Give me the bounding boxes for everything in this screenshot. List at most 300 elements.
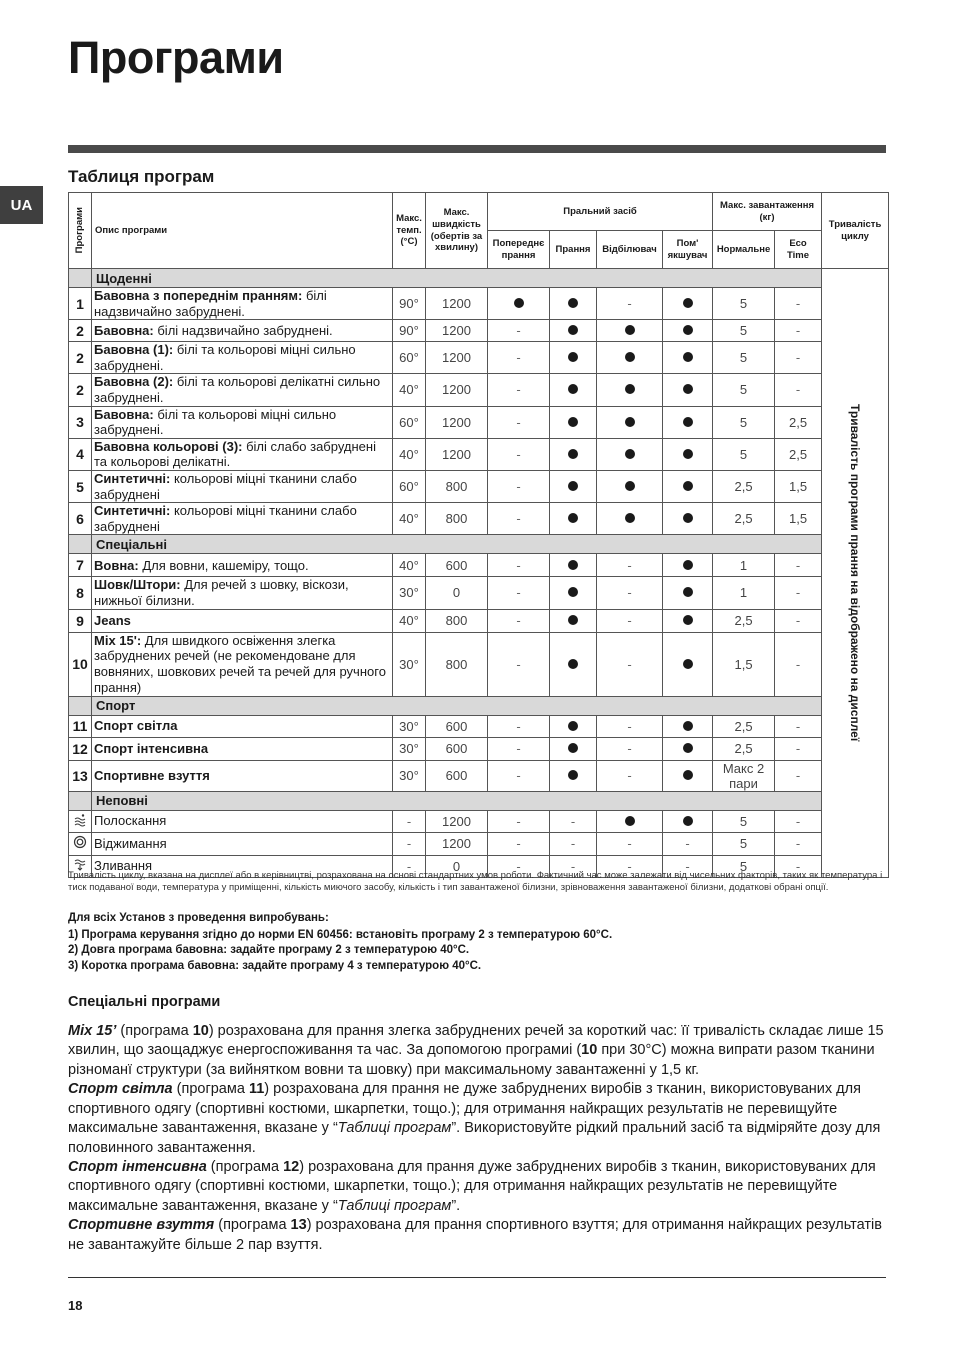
group-row	[69, 791, 889, 810]
cell-soft	[663, 715, 713, 737]
program-detail: Для вовни, кашеміру, тощо.	[138, 557, 309, 573]
cell-speed: 1200	[426, 810, 488, 832]
group-label: Спорт	[92, 696, 822, 715]
cell-pre: -	[488, 470, 550, 502]
special-paragraph-sport-intensive: Спорт інтенсивна (програма 12) розрахована для прання дуже забруднених виробів з тканин, використовуваних для спортивного одягу (спортивні костюми, шкарпетки, тощо.); для отримання найкращих результатів не перевищуйте максимальне завантаження, вказане у “Таблиці програм”.	[68, 1158, 876, 1214]
program-name: Бавовна:	[94, 406, 154, 422]
program-description	[92, 632, 393, 696]
header-divider	[68, 145, 886, 153]
cell-speed: 1200	[426, 438, 488, 470]
cell-eco: 2,5	[775, 406, 822, 438]
cell-soft	[663, 609, 713, 632]
header-normal-load: Нормальне	[713, 231, 775, 269]
cell-speed: 1200	[426, 320, 488, 342]
bullet-icon	[568, 298, 578, 308]
cell-bleach: -	[597, 288, 663, 320]
cell-soft	[663, 342, 713, 374]
bullet-icon	[683, 417, 693, 427]
bullet-icon	[568, 513, 578, 523]
cell-temp: 40°	[393, 503, 426, 535]
cell-wash	[550, 320, 597, 342]
cell-pre: -	[488, 737, 550, 760]
table-row	[69, 577, 889, 609]
cell-normal: 5	[713, 288, 775, 320]
table-row	[69, 609, 889, 632]
program-description	[92, 470, 393, 502]
program-description	[92, 760, 393, 791]
bullet-icon	[568, 587, 578, 597]
cell-soft	[663, 406, 713, 438]
program-detail: Зливання	[94, 858, 153, 874]
cell-speed: 1200	[426, 342, 488, 374]
cell-bleach: -	[597, 577, 663, 609]
header-wash: Прання	[550, 231, 597, 269]
group-label: Щоденні	[92, 269, 822, 288]
header-description: Опис програми	[92, 193, 393, 269]
cell-speed: 1200	[426, 374, 488, 406]
testing-line: 1) Програма керування згідно до норми EN 60456: встановіть програму 2 з температурою 60°C.	[68, 928, 613, 941]
cell-pre: -	[488, 374, 550, 406]
cell-pre	[488, 288, 550, 320]
cell-wash: -	[550, 855, 597, 877]
testing-line: 2) Довга програма бавовна: задайте програму 2 з температурою 40°C.	[68, 944, 470, 957]
cell-pre: -	[488, 632, 550, 696]
cell-normal: 5	[713, 855, 775, 877]
program-table-body	[69, 269, 889, 878]
special-paragraph-sport-shoes: Спортивне взуття (програма 13) розрахована для прання спортивного взуття; для отримання найкращих результатів не завантажуйте більше 2 пар взуття.	[68, 1217, 882, 1253]
cell-normal: Макс 2 пари	[713, 760, 775, 791]
cell-soft	[663, 760, 713, 791]
rinse-icon	[73, 814, 87, 830]
program-number	[69, 810, 92, 832]
cell-normal: 1	[713, 554, 775, 577]
program-description	[92, 810, 393, 832]
cell-wash	[550, 554, 597, 577]
bullet-icon	[568, 417, 578, 427]
cell-pre: -	[488, 609, 550, 632]
bullet-icon	[683, 481, 693, 491]
cell-wash	[550, 760, 597, 791]
header-duration: Тривалість циклу	[822, 193, 889, 269]
bullet-icon	[683, 721, 693, 731]
cell-bleach: -	[597, 632, 663, 696]
table-row	[69, 438, 889, 470]
cell-eco: -	[775, 632, 822, 696]
header-softener: Пом' якшувач	[663, 231, 713, 269]
bullet-icon	[514, 298, 524, 308]
special-paragraph-sport-light: Спорт світла (програма 11) розрахована для прання не дуже забруднених виробів з тканин, використовуваних для спортивного одягу (спортивні костюми, шкарпетки, тощо.); для отримання найкращих результатів не перевищуйте максимальне завантаження, вказане у “Таблиці програм”. Використовуйте рідкий пральний засіб та відміряйте дозу для половинного завантаження.	[68, 1081, 881, 1156]
program-name: Спорт інтенсивна	[94, 740, 209, 756]
bullet-icon	[625, 325, 635, 335]
cell-eco: -	[775, 609, 822, 632]
cell-normal: 2,5	[713, 737, 775, 760]
cell-eco: -	[775, 855, 822, 877]
bullet-icon	[568, 659, 578, 669]
cell-temp: 30°	[393, 577, 426, 609]
cell-normal: 1	[713, 577, 775, 609]
bullet-icon	[568, 560, 578, 570]
cell-soft	[663, 374, 713, 406]
program-detail: Для швидкого освіження злегка забруднених речей (не рекомендоване для вовняних, шовкових речей та речей для ручного прання)	[94, 632, 386, 695]
cell-eco: -	[775, 554, 822, 577]
program-name: Синтетичні:	[94, 503, 171, 519]
program-name: Бавовна:	[94, 322, 154, 338]
program-description	[92, 503, 393, 535]
duration-cell	[822, 269, 889, 878]
bullet-icon	[625, 481, 635, 491]
program-number: 1	[69, 288, 92, 320]
program-table	[68, 192, 889, 878]
page-number: 18	[68, 1298, 83, 1313]
cell-speed: 600	[426, 715, 488, 737]
table-row	[69, 810, 889, 832]
program-detail: білі та кольорові міцні сильно забруднені.	[94, 406, 337, 438]
bullet-icon	[683, 325, 693, 335]
bullet-icon	[683, 615, 693, 625]
cell-soft	[663, 737, 713, 760]
program-name: Бавовна з попереднім пранням:	[94, 288, 303, 303]
program-detail: білі надзвичайно забруднені.	[94, 288, 327, 319]
group-number-cell	[69, 696, 92, 715]
cell-temp: 60°	[393, 342, 426, 374]
bullet-icon	[625, 513, 635, 523]
table-row	[69, 470, 889, 502]
cell-eco: -	[775, 737, 822, 760]
spin-icon	[73, 836, 87, 852]
cell-normal: 5	[713, 438, 775, 470]
cell-bleach	[597, 406, 663, 438]
program-description	[92, 406, 393, 438]
table-row	[69, 342, 889, 374]
program-number: 10	[69, 632, 92, 696]
cell-bleach	[597, 374, 663, 406]
group-number-cell	[69, 791, 92, 810]
program-name: Jeans	[94, 612, 131, 628]
bullet-icon	[568, 325, 578, 335]
cell-bleach: -	[597, 554, 663, 577]
group-row	[69, 269, 889, 288]
cell-bleach: -	[597, 715, 663, 737]
cell-bleach	[597, 342, 663, 374]
program-detail: кольорові міцні тканини слабо забруднені	[94, 470, 357, 502]
cell-normal: 5	[713, 342, 775, 374]
header-max-load: Макс. завантаження (кг)	[713, 193, 822, 231]
cell-normal: 2,5	[713, 609, 775, 632]
cell-normal: 1,5	[713, 632, 775, 696]
program-description	[92, 438, 393, 470]
cell-temp: 30°	[393, 632, 426, 696]
program-name: Вовна:	[94, 557, 139, 573]
header-detergent: Пральний засіб	[488, 193, 713, 231]
program-description	[92, 609, 393, 632]
cell-pre: -	[488, 503, 550, 535]
page-title: Програми	[68, 32, 284, 83]
group-label: Неповні	[92, 791, 822, 810]
cell-speed: 0	[426, 855, 488, 877]
cell-wash	[550, 609, 597, 632]
program-detail: білі та кольорові делікатні сильно забруднені.	[94, 374, 381, 405]
cell-speed: 800	[426, 632, 488, 696]
program-detail: Віджимання	[94, 835, 167, 851]
cell-wash	[550, 288, 597, 320]
cell-speed: 600	[426, 760, 488, 791]
cell-speed: 600	[426, 737, 488, 760]
group-row	[69, 535, 889, 554]
program-number: 2	[69, 320, 92, 342]
program-number: 13	[69, 760, 92, 791]
cell-eco: -	[775, 342, 822, 374]
program-number: 12	[69, 737, 92, 760]
program-detail: Для речей з шовку, віскози, нижньої білизни.	[94, 577, 349, 608]
cell-bleach: -	[597, 832, 663, 855]
header-max-speed: Макс. швидкість (обертів за хвилину)	[426, 193, 488, 269]
cell-soft	[663, 288, 713, 320]
program-number: 9	[69, 609, 92, 632]
header-programs: Програми	[69, 193, 92, 269]
cell-pre: -	[488, 760, 550, 791]
cell-speed: 1200	[426, 406, 488, 438]
bullet-icon	[683, 384, 693, 394]
cell-bleach	[597, 438, 663, 470]
cell-wash	[550, 438, 597, 470]
program-detail: Полоскання	[94, 813, 167, 829]
bullet-icon	[625, 449, 635, 459]
cell-pre: -	[488, 855, 550, 877]
table-row	[69, 503, 889, 535]
cell-eco: -	[775, 320, 822, 342]
program-name: Спорт світла	[94, 718, 178, 734]
cell-wash	[550, 577, 597, 609]
program-description	[92, 715, 393, 737]
bullet-icon	[683, 560, 693, 570]
cell-normal: 2,5	[713, 715, 775, 737]
cell-bleach: -	[597, 760, 663, 791]
program-number: 4	[69, 438, 92, 470]
program-detail: білі надзвичайно забруднені.	[153, 322, 333, 338]
cell-temp: 60°	[393, 406, 426, 438]
cell-eco: 2,5	[775, 438, 822, 470]
cell-soft: -	[663, 855, 713, 877]
table-row	[69, 554, 889, 577]
cell-speed: 800	[426, 503, 488, 535]
table-row	[69, 320, 889, 342]
program-number: 6	[69, 503, 92, 535]
program-number: 3	[69, 406, 92, 438]
bullet-icon	[683, 659, 693, 669]
cell-normal: 2,5	[713, 503, 775, 535]
special-programs-title: Спеціальні програми	[68, 994, 221, 1010]
program-description	[92, 342, 393, 374]
cell-temp: 30°	[393, 715, 426, 737]
duration-footnote: Тривалість циклу, вказана на дисплеї або в керівництві, розрахована на основі стандартних умов роботи. Фактичний час може залежати від чисельних факторів, таких як температура і тиск подаваної води, температура у приміщенні, кількість миючого засобу, кількість і тип завантаженої білизни, зрівноваження завантаженої білизни, додаткові обрані опції.	[68, 870, 883, 893]
cell-normal: 2,5	[713, 470, 775, 502]
program-name: Бавовна (1):	[94, 342, 174, 358]
cell-pre: -	[488, 577, 550, 609]
cell-bleach	[597, 470, 663, 502]
cell-eco: 1,5	[775, 470, 822, 502]
bullet-icon	[683, 770, 693, 780]
cell-eco: -	[775, 832, 822, 855]
bullet-icon	[568, 352, 578, 362]
cell-soft	[663, 470, 713, 502]
program-name: Бавовна кольорові (3):	[94, 438, 243, 454]
bullet-icon	[568, 615, 578, 625]
program-detail: кольорові міцні тканини слабо забруднені	[94, 503, 357, 534]
cell-bleach	[597, 320, 663, 342]
program-name: Шовк/Штори:	[94, 577, 181, 593]
cell-wash: -	[550, 810, 597, 832]
duration-note: Тривалість програми прання на відображено на дисплеї	[848, 404, 863, 742]
cell-pre: -	[488, 554, 550, 577]
header-eco-time: Eco Time	[775, 231, 822, 269]
cell-speed: 0	[426, 577, 488, 609]
program-name: Бавовна (2):	[94, 374, 174, 390]
cell-bleach: -	[597, 737, 663, 760]
cell-wash	[550, 503, 597, 535]
cell-wash: -	[550, 832, 597, 855]
testing-heading: Для всіх Установ з проведення випробувань:	[68, 912, 329, 924]
header-prewash: Попереднє прання	[488, 231, 550, 269]
cell-soft	[663, 632, 713, 696]
cell-pre: -	[488, 320, 550, 342]
program-description	[92, 737, 393, 760]
header-bleach: Відбілювач	[597, 231, 663, 269]
cell-temp: 40°	[393, 554, 426, 577]
bullet-icon	[568, 449, 578, 459]
cell-pre: -	[488, 715, 550, 737]
table-row	[69, 288, 889, 320]
cell-soft	[663, 554, 713, 577]
table-row	[69, 374, 889, 406]
program-description	[92, 374, 393, 406]
cell-soft: -	[663, 832, 713, 855]
table-row	[69, 632, 889, 696]
bullet-icon	[568, 481, 578, 491]
bullet-icon	[683, 743, 693, 753]
cell-pre: -	[488, 810, 550, 832]
cell-speed: 1200	[426, 288, 488, 320]
group-label: Спеціальні	[92, 535, 822, 554]
cell-temp: -	[393, 855, 426, 877]
program-description	[92, 832, 393, 855]
group-number-cell	[69, 535, 92, 554]
cell-eco: -	[775, 760, 822, 791]
program-detail: білі та кольорові міцні сильно забруднені.	[94, 342, 356, 373]
program-name: Спортивне взуття	[94, 767, 210, 783]
bullet-icon	[683, 587, 693, 597]
cell-pre: -	[488, 342, 550, 374]
footer-divider	[68, 1277, 886, 1278]
cell-wash	[550, 715, 597, 737]
cell-speed: 600	[426, 554, 488, 577]
cell-normal: 5	[713, 810, 775, 832]
cell-normal: 5	[713, 320, 775, 342]
program-number: 2	[69, 342, 92, 374]
program-description	[92, 288, 393, 320]
table-row	[69, 715, 889, 737]
cell-bleach: -	[597, 855, 663, 877]
program-number: 2	[69, 374, 92, 406]
cell-bleach	[597, 810, 663, 832]
header-max-temp: Макс. темп. (°C)	[393, 193, 426, 269]
cell-eco: -	[775, 577, 822, 609]
cell-temp: 40°	[393, 374, 426, 406]
cell-normal: 5	[713, 406, 775, 438]
section-title: Таблиця програм	[68, 167, 215, 186]
cell-eco: -	[775, 288, 822, 320]
cell-bleach: -	[597, 609, 663, 632]
cell-eco: -	[775, 810, 822, 832]
cell-soft	[663, 503, 713, 535]
special-programs-text	[68, 1022, 888, 1255]
cell-temp: 90°	[393, 288, 426, 320]
bullet-icon	[568, 770, 578, 780]
cell-temp: -	[393, 810, 426, 832]
cell-eco: -	[775, 715, 822, 737]
cell-temp: -	[393, 832, 426, 855]
bullet-icon	[568, 384, 578, 394]
cell-pre: -	[488, 438, 550, 470]
table-row	[69, 760, 889, 791]
cell-pre: -	[488, 832, 550, 855]
cell-temp: 30°	[393, 737, 426, 760]
cell-wash	[550, 342, 597, 374]
cell-wash	[550, 406, 597, 438]
table-row	[69, 737, 889, 760]
bullet-icon	[683, 816, 693, 826]
bullet-icon	[625, 384, 635, 394]
cell-bleach	[597, 503, 663, 535]
table-row	[69, 406, 889, 438]
program-number	[69, 832, 92, 855]
bullet-icon	[683, 352, 693, 362]
group-row	[69, 696, 889, 715]
program-number: 7	[69, 554, 92, 577]
program-number: 11	[69, 715, 92, 737]
cell-temp: 90°	[393, 320, 426, 342]
bullet-icon	[625, 816, 635, 826]
program-description	[92, 554, 393, 577]
cell-eco: -	[775, 374, 822, 406]
cell-temp: 30°	[393, 760, 426, 791]
cell-soft	[663, 577, 713, 609]
cell-normal: 5	[713, 374, 775, 406]
cell-soft	[663, 320, 713, 342]
cell-temp: 40°	[393, 438, 426, 470]
cell-wash	[550, 470, 597, 502]
special-paragraph-mix15: Mix 15’ (програма 10) розрахована для прання злегка забруднених речей за короткий час: її тривалість складає лише 15 хвилин, що заощаджує енергоспоживання та час. За допомогою програмиі (10 при 30°C) можна випрати разом тканини різноманї структури (за вийнятком вовни та шовку) при максимальному завантаженні у 1,5 кг.	[68, 1023, 884, 1078]
bullet-icon	[568, 721, 578, 731]
program-name: Синтетичні:	[94, 470, 171, 486]
bullet-icon	[625, 352, 635, 362]
cell-speed: 1200	[426, 832, 488, 855]
program-description	[92, 320, 393, 342]
bullet-icon	[568, 743, 578, 753]
bullet-icon	[683, 513, 693, 523]
cell-wash	[550, 632, 597, 696]
cell-wash	[550, 737, 597, 760]
program-description	[92, 577, 393, 609]
cell-pre: -	[488, 406, 550, 438]
cell-normal: 5	[713, 832, 775, 855]
cell-soft	[663, 810, 713, 832]
cell-wash	[550, 374, 597, 406]
program-name: Mix 15':	[94, 632, 142, 648]
program-detail: білі слабо забруднені та кольорові делікатні.	[94, 438, 376, 470]
cell-eco: 1,5	[775, 503, 822, 535]
cell-temp: 60°	[393, 470, 426, 502]
cell-speed: 800	[426, 470, 488, 502]
